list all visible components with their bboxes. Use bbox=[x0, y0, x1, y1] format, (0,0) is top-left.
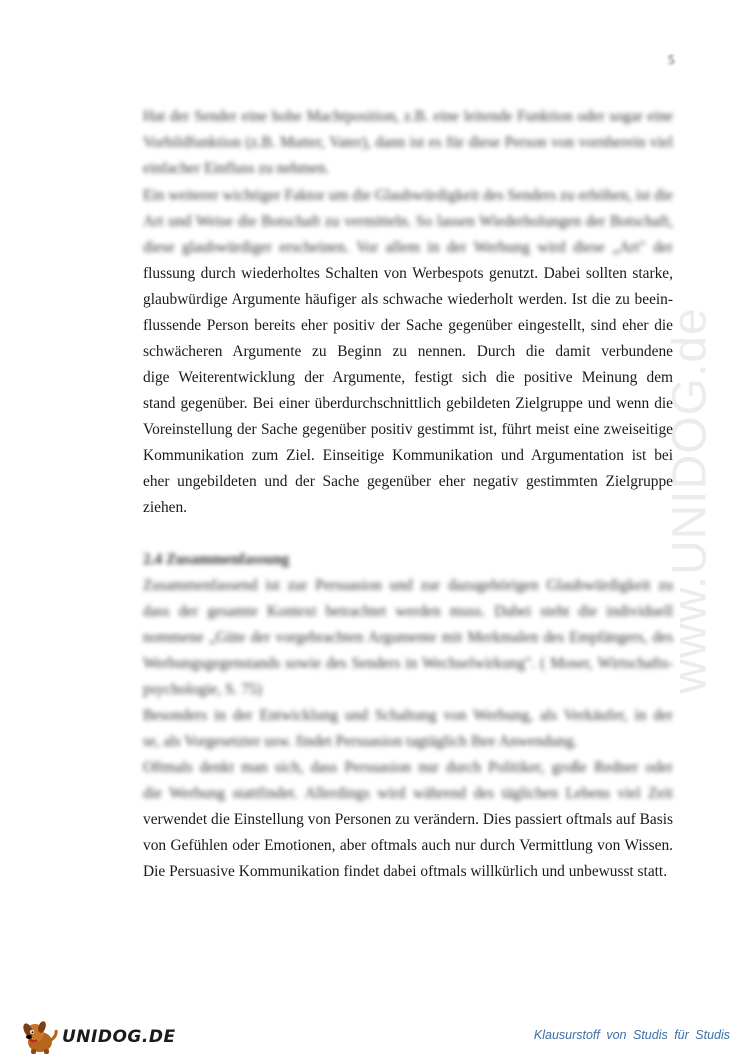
footer-tagline: Klausurstoff von Studis für Studis bbox=[533, 1028, 730, 1042]
text-line: dige Weiterentwicklung der Argumente, festigt sich die positive Meinung dem bbox=[143, 369, 673, 386]
text-line: flussende Person bereits eher positiv der Sache gegenüber eingestellt, sind eher die bbox=[143, 317, 673, 334]
text-line: Ein weiterer wichtiger Faktor um die Glaubwürdigkeit des Senders zu erhöhen, ist die bbox=[143, 187, 673, 204]
text-line: se, als Vorgesetzter usw. findet Persuasion tagtäglich Ihre Anwendung. bbox=[143, 733, 578, 750]
text-line: Art und Weise die Botschaft zu vermitteln. So lassen Wiederholungen der Botschaft, bbox=[143, 213, 673, 230]
text-line: flussung durch wiederholtes Schalten von Werbespots genutzt. Dabei sollten starke, bbox=[143, 265, 673, 282]
text-line: stand gegenüber. Bei einer überdurchschnittlich gebildeten Zielgruppe und wenn die bbox=[143, 395, 673, 412]
logo-text: UNIDOG.DE bbox=[62, 1027, 176, 1047]
text-line: Vorbildfunktion (z.B. Mutter, Vater), dann ist es für diese Person von vornherein viel bbox=[143, 134, 673, 151]
text-line: von Gefühlen oder Emotionen, aber oftmals auch nur durch Vermittlung von Wissen. bbox=[143, 837, 673, 854]
text-line: Kommunikation zum Ziel. Einseitige Kommunikation und Argumentation ist bei bbox=[143, 447, 673, 464]
text-line: schwächeren Argumente zu Beginn zu nennen. Durch die damit verbundene bbox=[143, 343, 673, 360]
text-line: Zusammenfassend ist zur Persuasion und zur dazugehörigen Glaubwürdigkeit zu bbox=[143, 577, 673, 594]
watermark-text: www.UNIDOG.de bbox=[663, 306, 717, 694]
text-line: Hat der Sender eine hohe Machtposition, z.B. eine leitende Funktion oder sogar eine bbox=[143, 108, 673, 125]
text-line: Voreinstellung der Sache gegenüber positiv gestimmt ist, führt meist eine zweiseitige bbox=[143, 421, 673, 438]
text-line: diese glaubwürdiger erscheinen. Vor allem in der Werbung wird diese „Art" der bbox=[143, 239, 673, 256]
text-line: dass der gesamte Kontext betrachtet werden muss. Dabei steht die individuell bbox=[143, 603, 673, 620]
text-line: ziehen. bbox=[143, 499, 188, 516]
text-line: psychologie, S. 75) bbox=[143, 681, 262, 698]
text-line: nommene „Güte der vorgebrachten Argumente mit Merkmalen des Empfängers, des bbox=[143, 629, 673, 646]
text-line: verwendet die Einstellung von Personen zu verändern. Dies passiert oftmals auf Basis bbox=[143, 811, 673, 828]
text-line: einfacher Einfluss zu nehmen. bbox=[143, 160, 330, 177]
footer-logo[interactable] bbox=[20, 1018, 176, 1056]
text-line: Besonders in der Entwicklung und Schaltung von Werbung, als Verkäufer, in der bbox=[143, 707, 673, 724]
page-number: 5 bbox=[668, 52, 675, 67]
section-heading: 2.4 Zusammenfassung bbox=[143, 551, 290, 568]
text-line: Oftmals denkt man sich, dass Persuasion nur durch Politiker, große Redner oder bbox=[143, 759, 673, 776]
text-line: die Werbung stattfindet. Allerdings wird während des täglichen Lebens viel Zeit bbox=[143, 785, 673, 802]
text-line: Die Persuasive Kommunikation findet dabei oftmals willkürlich und unbewusst statt. bbox=[143, 863, 668, 880]
text-line: eher ungebildeten und der Sache gegenüber eher negativ gestimmten Zielgruppe bbox=[143, 473, 673, 490]
text-line: Werbungsgegenstands sowie des Senders in Wechselwirkung". ( Moser, Wirtschafts- bbox=[143, 655, 673, 672]
text-line: glaubwürdige Argumente häufiger als schwache wiederholt werden. Ist die zu beein- bbox=[143, 291, 673, 308]
dog-mascot-icon bbox=[20, 1018, 60, 1056]
